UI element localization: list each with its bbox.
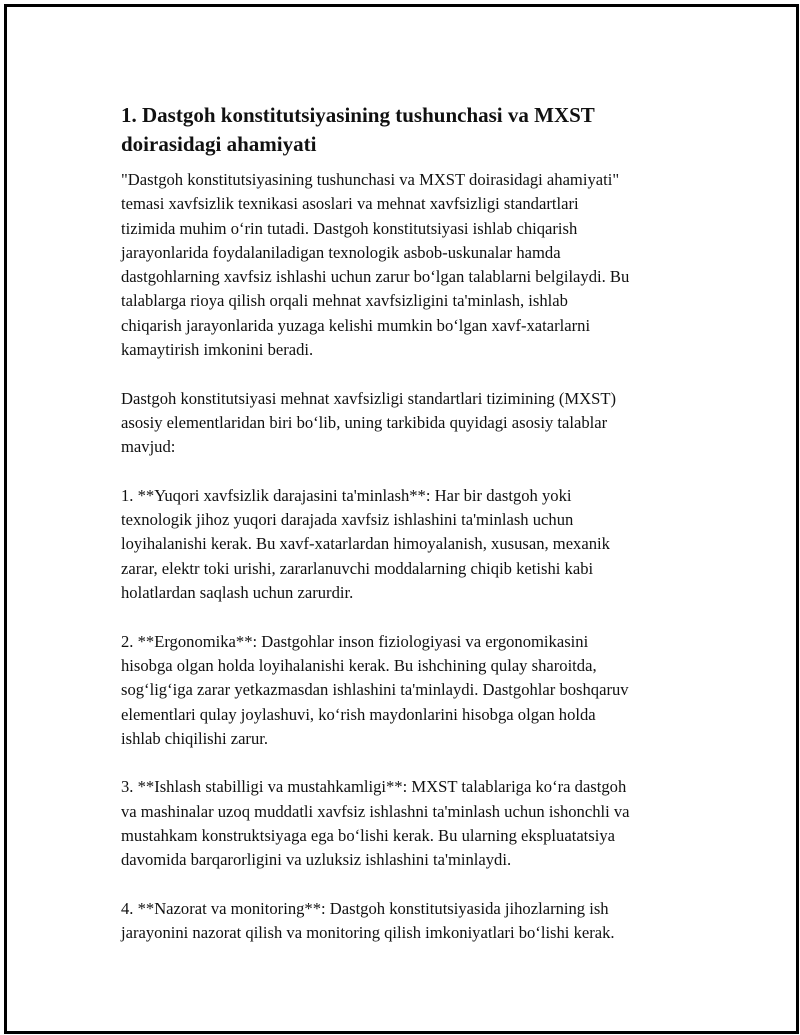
requirement-monitoring-paragraph: 4. **Nazorat va monitoring**: Dastgoh konstitutsiyasida jihozlarning ish jarayonini nazorat qilish va monitoring qilish imkoniyatlari bo‘lishi kerak.: [121, 898, 615, 943]
requirement-ergonomics-paragraph: 2. **Ergonomika**: Dastgohlar inson fiziologiyasi va ergonomikasini hisobga olgan holda loyihalanishi kerak. Bu ishchining qulay sharoitda, sog‘lig‘iga zarar yetkazmasdan ishlashini ta'minlaydi. Dastgohlar boshqaruv elementlari qulay joylashuvi, ko‘rish maydonlarini hisobga olgan holda ishlab chiqilishi zarur.: [121, 631, 629, 748]
intro-paragraph: "Dastgoh konstitutsiyasining tushunchasi va MXST doirasidagi ahamiyati" temasi xavfsizlik texnikasi asoslari va mehnat xavfsizligi standartlari tizimida muhim o‘rin tutadi. Dastgoh konstitutsiyasi ishlab chiqarish jarayonlarida foydalaniladigan texnologik asbob-uskunalar hamda dastgohlarning xavfsiz ishlashi uchun zarur bo‘lgan talablarni belgilaydi. Bu talablarga rioya qilish orqali mehnat xavfsizligini ta'minlash, ishlab chiqarish jarayonlarida yuzaga kelishi mumkin bo‘lgan xavf-xatarlarni kamaytirish imkonini beradi.: [121, 170, 630, 360]
requirement-stability-paragraph: 3. **Ishlash stabilligi va mustahkamligi**: MXST talablariga ko‘ra dastgoh va mashinalar uzoq muddatli xavfsiz ishlashni ta'minlash uchun ishonchli va mustahkam konstruktsiyaga ega bo‘lishi kerak. Bu ularning ekspluatatsiya davomida barqarorligini va uzluksiz ishlashini ta'minlaydi.: [121, 777, 630, 870]
document-body: [121, 101, 701, 970]
page-frame: [4, 4, 799, 1034]
section-heading: 1. Dastgoh konstitutsiyasining tushunchasi va MXST doirasidagi ahamiyati: [121, 103, 595, 156]
requirements-intro-paragraph: Dastgoh konstitutsiyasi mehnat xavfsizligi standartlari tizimining (MXST) asosiy elementlaridan biri bo‘lib, uning tarkibida quyidagi asosiy talablar mavjud:: [121, 388, 616, 457]
requirement-safety-paragraph: 1. **Yuqori xavfsizlik darajasini ta'minlash**: Har bir dastgoh yoki texnologik jihoz yuqori darajada xavfsiz ishlashini ta'minlash uchun loyihalanishi kerak. Bu xavf-xatarlardan himoyalanish, xususan, mexanik zarar, elektr toki urishi, zararlanuvchi moddalarning chiqib ketishi kabi holatlardan saqlash uchun zarurdir.: [121, 485, 610, 603]
